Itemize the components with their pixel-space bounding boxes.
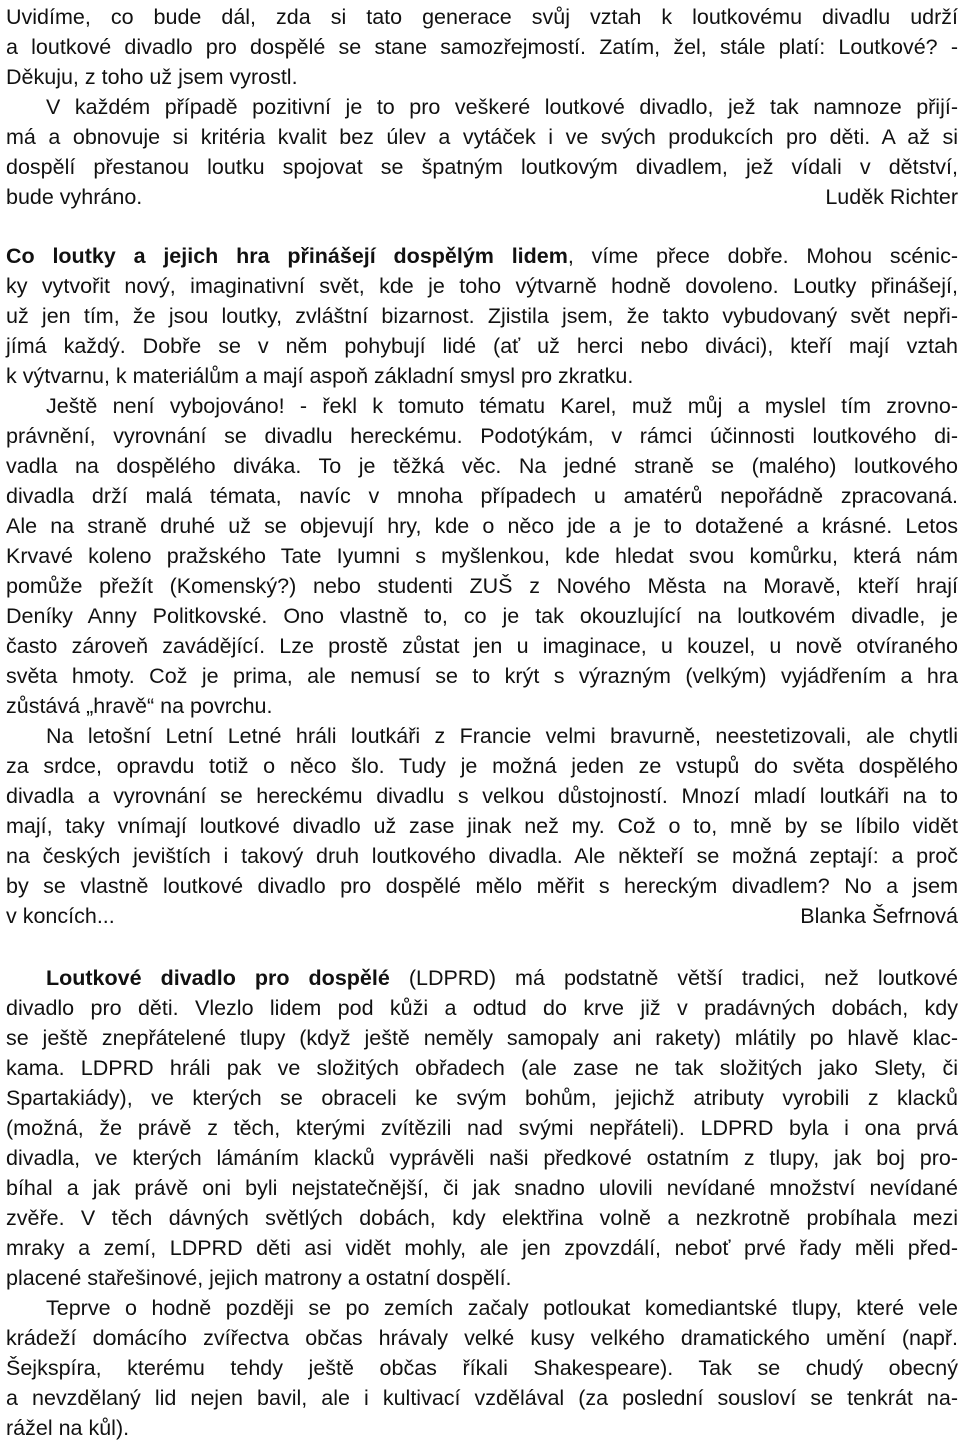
text-line: ky vytvořit nový, imaginativní svět, kde je toho výtvarně hodně dovoleno. Loutky přinášejí, bbox=[6, 274, 958, 298]
text-line: už jen tím, že jsou loutky, zvláštní bizarnost. Zjistila jsem, že takto vybudovaný svět nepři- bbox=[6, 304, 958, 328]
text-line: Spartakiády), ve kterých se obraceli ke svým bohům, jejichž atributy vyrobili z klacků bbox=[6, 1086, 958, 1110]
text-line: za srdce, opravdu totiž o něco šlo. Tudy je možná jeden ze vstupů do světa dospělého bbox=[6, 754, 958, 778]
text-line: a loutkové divadlo pro dospělé se stane samozřejmostí. Zatím, žel, stále platí: Loutkové? - bbox=[6, 35, 958, 59]
text-line: divadla drží malá témata, navíc v mnoha případech u amatérů nepořádně zpracovaná. bbox=[6, 484, 958, 508]
text-line: by se vlastně loutkové divadlo pro dospělé mělo měřit s hereckým divadlem? No a jsem bbox=[6, 874, 958, 898]
text-line: zvěře. V těch dávných světlých dobách, kdy elektřina volně a nezkrotně probíhala mezi bbox=[6, 1206, 958, 1230]
text-line: Ještě není vybojováno! - řekl k tomuto tématu Karel, muž můj a myslel tím zrovno- bbox=[46, 394, 958, 418]
text-line: Na letošní Letní Letné hráli loutkáři z Francie velmi bravurně, neestetizovali, ale chytli bbox=[46, 724, 958, 748]
text-line: a nevzdělaný lid nejen bavil, ale i kultivací vzdělával (za poslední sousloví se tenkrát na- bbox=[6, 1386, 958, 1410]
author-signature: Luděk Richter bbox=[825, 185, 958, 209]
text-line: Krvavé koleno pražského Tate Iyumni s myšlenkou, kde hledat svou komůrku, která nám bbox=[6, 544, 958, 568]
section-lead-line bbox=[6, 241, 958, 271]
text-line: rážel na kůl). bbox=[6, 1416, 130, 1440]
text-line: má a obnovuje si kritéria kvalit bez úlev a vytáček i ve svých produkcích pro děti. A až si bbox=[6, 125, 958, 149]
text-fragment: bude vyhráno. bbox=[6, 185, 143, 209]
text-line: Ale na straně druhé už se objevují hry, kde o něco jde a je to dotažené a krásné. Letos bbox=[6, 514, 958, 538]
text-line: Deníky Anny Politkovské. Ono vlastně to, co je tak okouzlující na loutkovém divadle, je bbox=[6, 604, 958, 628]
text-line: světa hmoty. Což je prima, ale nemusí se to krýt s výrazným (velkým) vyjádřením a hra bbox=[6, 664, 958, 688]
text-fragment: , víme přece dobře. Mohou scénic- bbox=[567, 244, 958, 268]
text-line: Děkuju, z toho už jsem vyrostl. bbox=[6, 65, 298, 89]
text-line: často zároveň zavádějící. Lze prostě zůstat jen u imaginace, u kouzel, u nově otvíraného bbox=[6, 634, 958, 658]
text-fragment: v koncích... bbox=[6, 904, 115, 928]
text-line: divadlo pro děti. Vlezlo lidem pod kůži a odtud do krve již v pradávných dobách, kdy bbox=[6, 996, 958, 1020]
text-line: zůstává „hravě“ na povrchu. bbox=[6, 694, 273, 718]
text-line: mají, taky vnímají loutkové divadlo už zase jinak než my. Což o to, mně by se líbilo vidět bbox=[6, 814, 958, 838]
text-line: divadla, ve kterých lámáním klacků vyprávěli naši předkové ostatním z tlupy, jak boj pro- bbox=[6, 1146, 958, 1170]
text-line: kama. LDPRD hráli pak ve složitých obřadech (ale zase ne tak složitých jako Slety, či bbox=[6, 1056, 958, 1080]
section-lead-line bbox=[6, 963, 958, 993]
text-line: dospělí přestanou loutku spojovat se špatným loutkovým divadlem, jež vídali v dětství, bbox=[6, 155, 958, 179]
text-line: mraky a zemí, LDPRD děti asi vidět mohly, ale jen zpovzdálí, neboť prvé řady měli před- bbox=[6, 1236, 958, 1260]
text-line: (možná, že právě z těch, kterými zvítězili nad svými nepřáteli). LDPRD byla i ona prvá bbox=[6, 1116, 958, 1140]
text-line: vadla na dospělého diváka. To je těžká věc. Na jedné straně se (malého) loutkového bbox=[6, 454, 958, 478]
text-line: se ještě znepřátelené tlupy (když ještě neměly samopaly ani rakety) mlátily po hlavě klac- bbox=[6, 1026, 958, 1050]
text-line: Teprve o hodně později se po zemích začaly potloukat komediantské tlupy, které vele bbox=[46, 1296, 958, 1320]
text-line: jímá každý. Dobře se v něm pohybují lidé (ať už herci nebo diváci), kteří mají vztah bbox=[6, 334, 958, 358]
text-line: Šejkspíra, kterému tehdy ještě občas říkali Shakespeare). Tak se chudý obecný bbox=[6, 1356, 958, 1380]
text-fragment: (LDPRD) má podstatně větší tradici, než loutkové bbox=[389, 966, 958, 990]
text-line: bíhal a jak právě oni byli nejstatečnější, či jak snadno ulovili nevídané množství nevídané bbox=[6, 1176, 958, 1200]
bold-lead: Co loutky a jejich hra přinášejí dospělým lidem bbox=[6, 244, 568, 268]
text-line: Uvidíme, co bude dál, zda si tato generace svůj vztah k loutkovému divadlu udrží bbox=[6, 5, 958, 29]
signature-line bbox=[6, 901, 958, 931]
signature-line bbox=[6, 182, 958, 212]
text-line: pomůže přežít (Komenský?) nebo studenti ZUŠ z Nového Města na Moravě, kteří hrají bbox=[6, 574, 958, 598]
text-line: V každém případě pozitivní je to pro veškeré loutkové divadlo, jež tak namnoze přijí- bbox=[46, 95, 958, 119]
text-line: placené stařešinové, jejich matrony a ostatní dospělí. bbox=[6, 1266, 512, 1290]
text-line: právnění, vyrovnání se divadlu hereckému. Podotýkám, v rámci účinnosti loutkového di- bbox=[6, 424, 958, 448]
text-line: divadla a vyrovnání se hereckému divadlu s velkou důstojností. Mnozí mladí loutkáři na to bbox=[6, 784, 958, 808]
author-signature: Blanka Šefrnová bbox=[800, 904, 958, 928]
text-line: na českých jevištích i takový druh loutkového divadla. Ale někteří se možná zeptají: a proč bbox=[6, 844, 958, 868]
text-line: k výtvarnu, k materiálům a mají aspoň základní smysl pro zkratku. bbox=[6, 364, 634, 388]
text-line: krádeží domácího zvířectva občas hrávaly velké kusy velkého dramatického umění (např. bbox=[6, 1326, 958, 1350]
bold-lead: Loutkové divadlo pro dospělé bbox=[46, 966, 390, 990]
